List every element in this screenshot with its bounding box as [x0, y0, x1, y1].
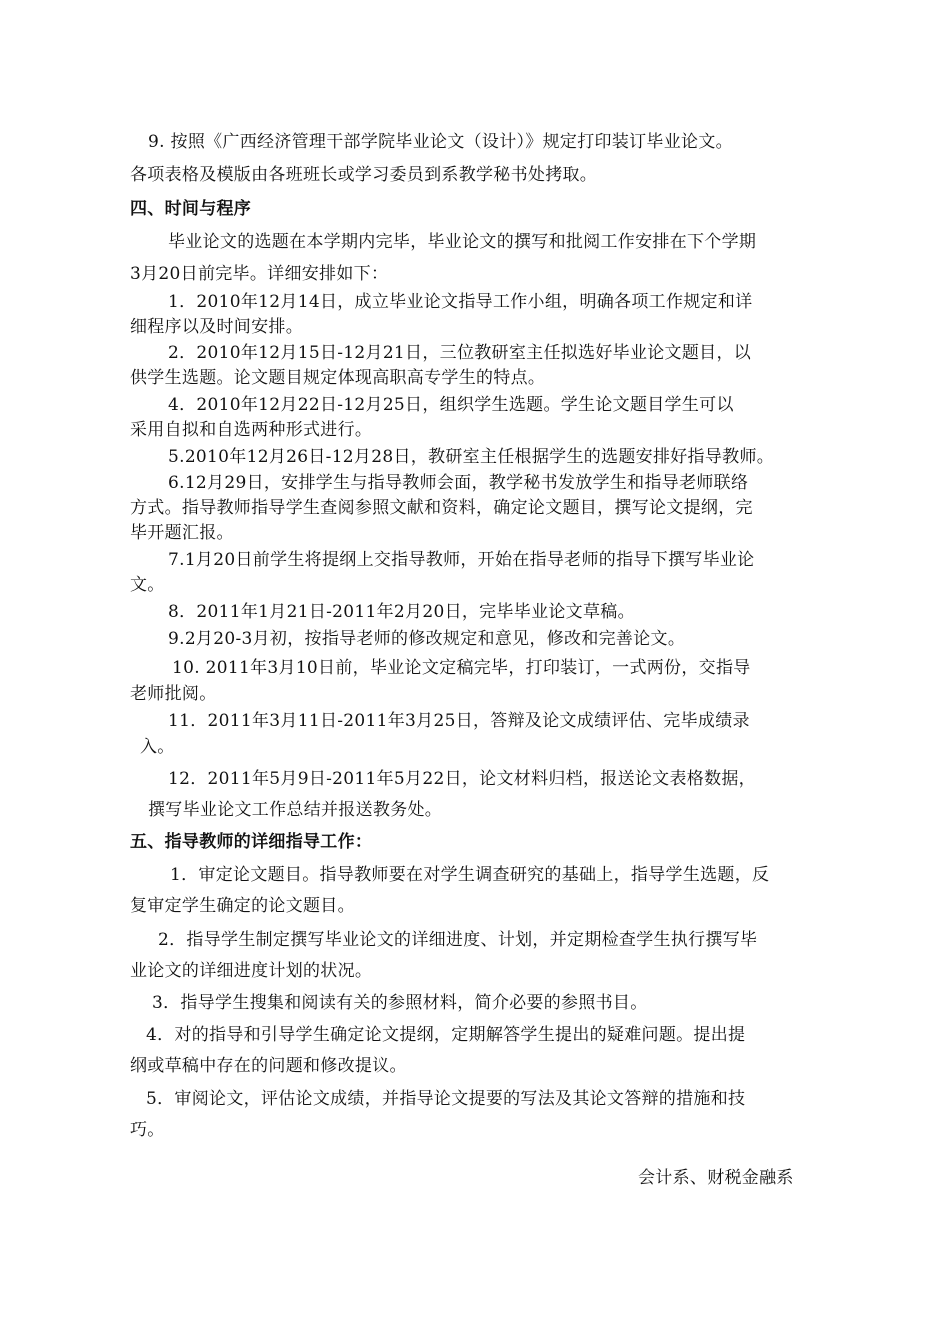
schedule-item-8-line-1: 8．2011年1月21日-2011年2月20日，完毕毕业论文草稿。 — [168, 602, 635, 622]
schedule-item-2-line-2: 供学生选题。论文题目规定体现高职高专学生的特点。 — [130, 368, 546, 388]
duty-5-line-2: 巧。 — [130, 1120, 165, 1140]
duty-1-line-2: 复审定学生确定的论文题目。 — [130, 896, 355, 916]
intro-line-1: 毕业论文的选题在本学期内完毕，毕业论文的撰写和批阅工作安排在下个学期 — [168, 232, 757, 252]
schedule-item-1-line-1: 1．2010年12月14日，成立毕业论文指导工作小组，明确各项工作规定和详 — [168, 292, 753, 312]
schedule-item-9-line-1: 9.2月20-3月初，按指导老师的修改规定和意见，修改和完善论文。 — [168, 629, 686, 649]
signature: 会计系、财税金融系 — [638, 1168, 794, 1188]
item-9-line-2: 各项表格及模版由各班班长或学习委员到系教学秘书处拷取。 — [130, 165, 598, 185]
schedule-item-12-line-2: 撰写毕业论文工作总结并报送教务处。 — [148, 800, 443, 820]
intro-line-2: 3月20日前完毕。详细安排如下： — [130, 264, 389, 284]
schedule-item-10-line-2: 老师批阅。 — [130, 684, 217, 704]
schedule-item-6-line-3: 毕开题汇报。 — [130, 523, 234, 543]
schedule-item-12-line-1: 12．2011年5月9日-2011年5月22日，论文材料归档，报送论文表格数据， — [168, 769, 756, 789]
schedule-item-6-line-2: 方式。指导教师指导学生查阅参照文献和资料，确定论文题目，撰写论文提纲，完 — [130, 498, 753, 518]
schedule-item-4-line-1: 4．2010年12月22日-12月25日，组织学生选题。学生论文题目学生可以 — [168, 395, 734, 415]
duty-5-line-1: 5．审阅论文，评估论文成绩，并指导论文提要的写法及其论文答辩的措施和技 — [146, 1089, 746, 1109]
schedule-item-7-line-2: 文。 — [130, 575, 165, 595]
duty-2-line-1: 2．指导学生制定撰写毕业论文的详细进度、计划，并定期检查学生执行撰写毕 — [158, 930, 758, 950]
duty-2-line-2: 业论文的详细进度计划的状况。 — [130, 961, 373, 981]
duty-3-line-1: 3．指导学生搜集和阅读有关的参照材料，简介必要的参照书目。 — [152, 993, 648, 1013]
schedule-item-6-line-1: 6.12月29日，安排学生与指导教师会面，教学秘书发放学生和指导老师联络 — [168, 473, 749, 493]
schedule-item-5-line-1: 5.2010年12月26日-12月28日，教研室主任根据学生的选题安排好指导教师。 — [168, 447, 775, 467]
duty-4-line-2: 纲或草稿中存在的问题和修改提议。 — [130, 1056, 407, 1076]
item-9-line-1: 9. 按照《广西经济管理干部学院毕业论文（设计）》规定打印装订毕业论文。 — [148, 132, 733, 152]
schedule-item-10-line-1: 10. 2011年3月10日前，毕业论文定稿完毕，打印装订，一式两份，交指导 — [172, 658, 751, 678]
duty-4-line-1: 4．对的指导和引导学生确定论文提纲，定期解答学生提出的疑难问题。提出提 — [146, 1025, 746, 1045]
schedule-item-11-line-1: 11．2011年3月11日-2011年3月25日，答辩及论文成绩评估、完毕成绩录 — [168, 711, 750, 731]
section-4-title: 四、时间与程序 — [130, 199, 252, 219]
schedule-item-2-line-1: 2．2010年12月15日-12月21日，三位教研室主任拟选好毕业论文题目，以 — [168, 343, 752, 363]
section-5-title: 五、指导教师的详细指导工作： — [130, 832, 373, 852]
schedule-item-7-line-1: 7.1月20日前学生将提纲上交指导教师，开始在指导老师的指导下撰写毕业论 — [168, 550, 755, 570]
schedule-item-4-line-2: 采用自拟和自选两种形式进行。 — [130, 420, 373, 440]
duty-1-line-1: 1．审定论文题目。指导教师要在对学生调查研究的基础上，指导学生选题，反 — [170, 865, 770, 885]
schedule-item-11-line-2: 入。 — [140, 737, 175, 757]
schedule-item-1-line-2: 细程序以及时间安排。 — [130, 317, 303, 337]
